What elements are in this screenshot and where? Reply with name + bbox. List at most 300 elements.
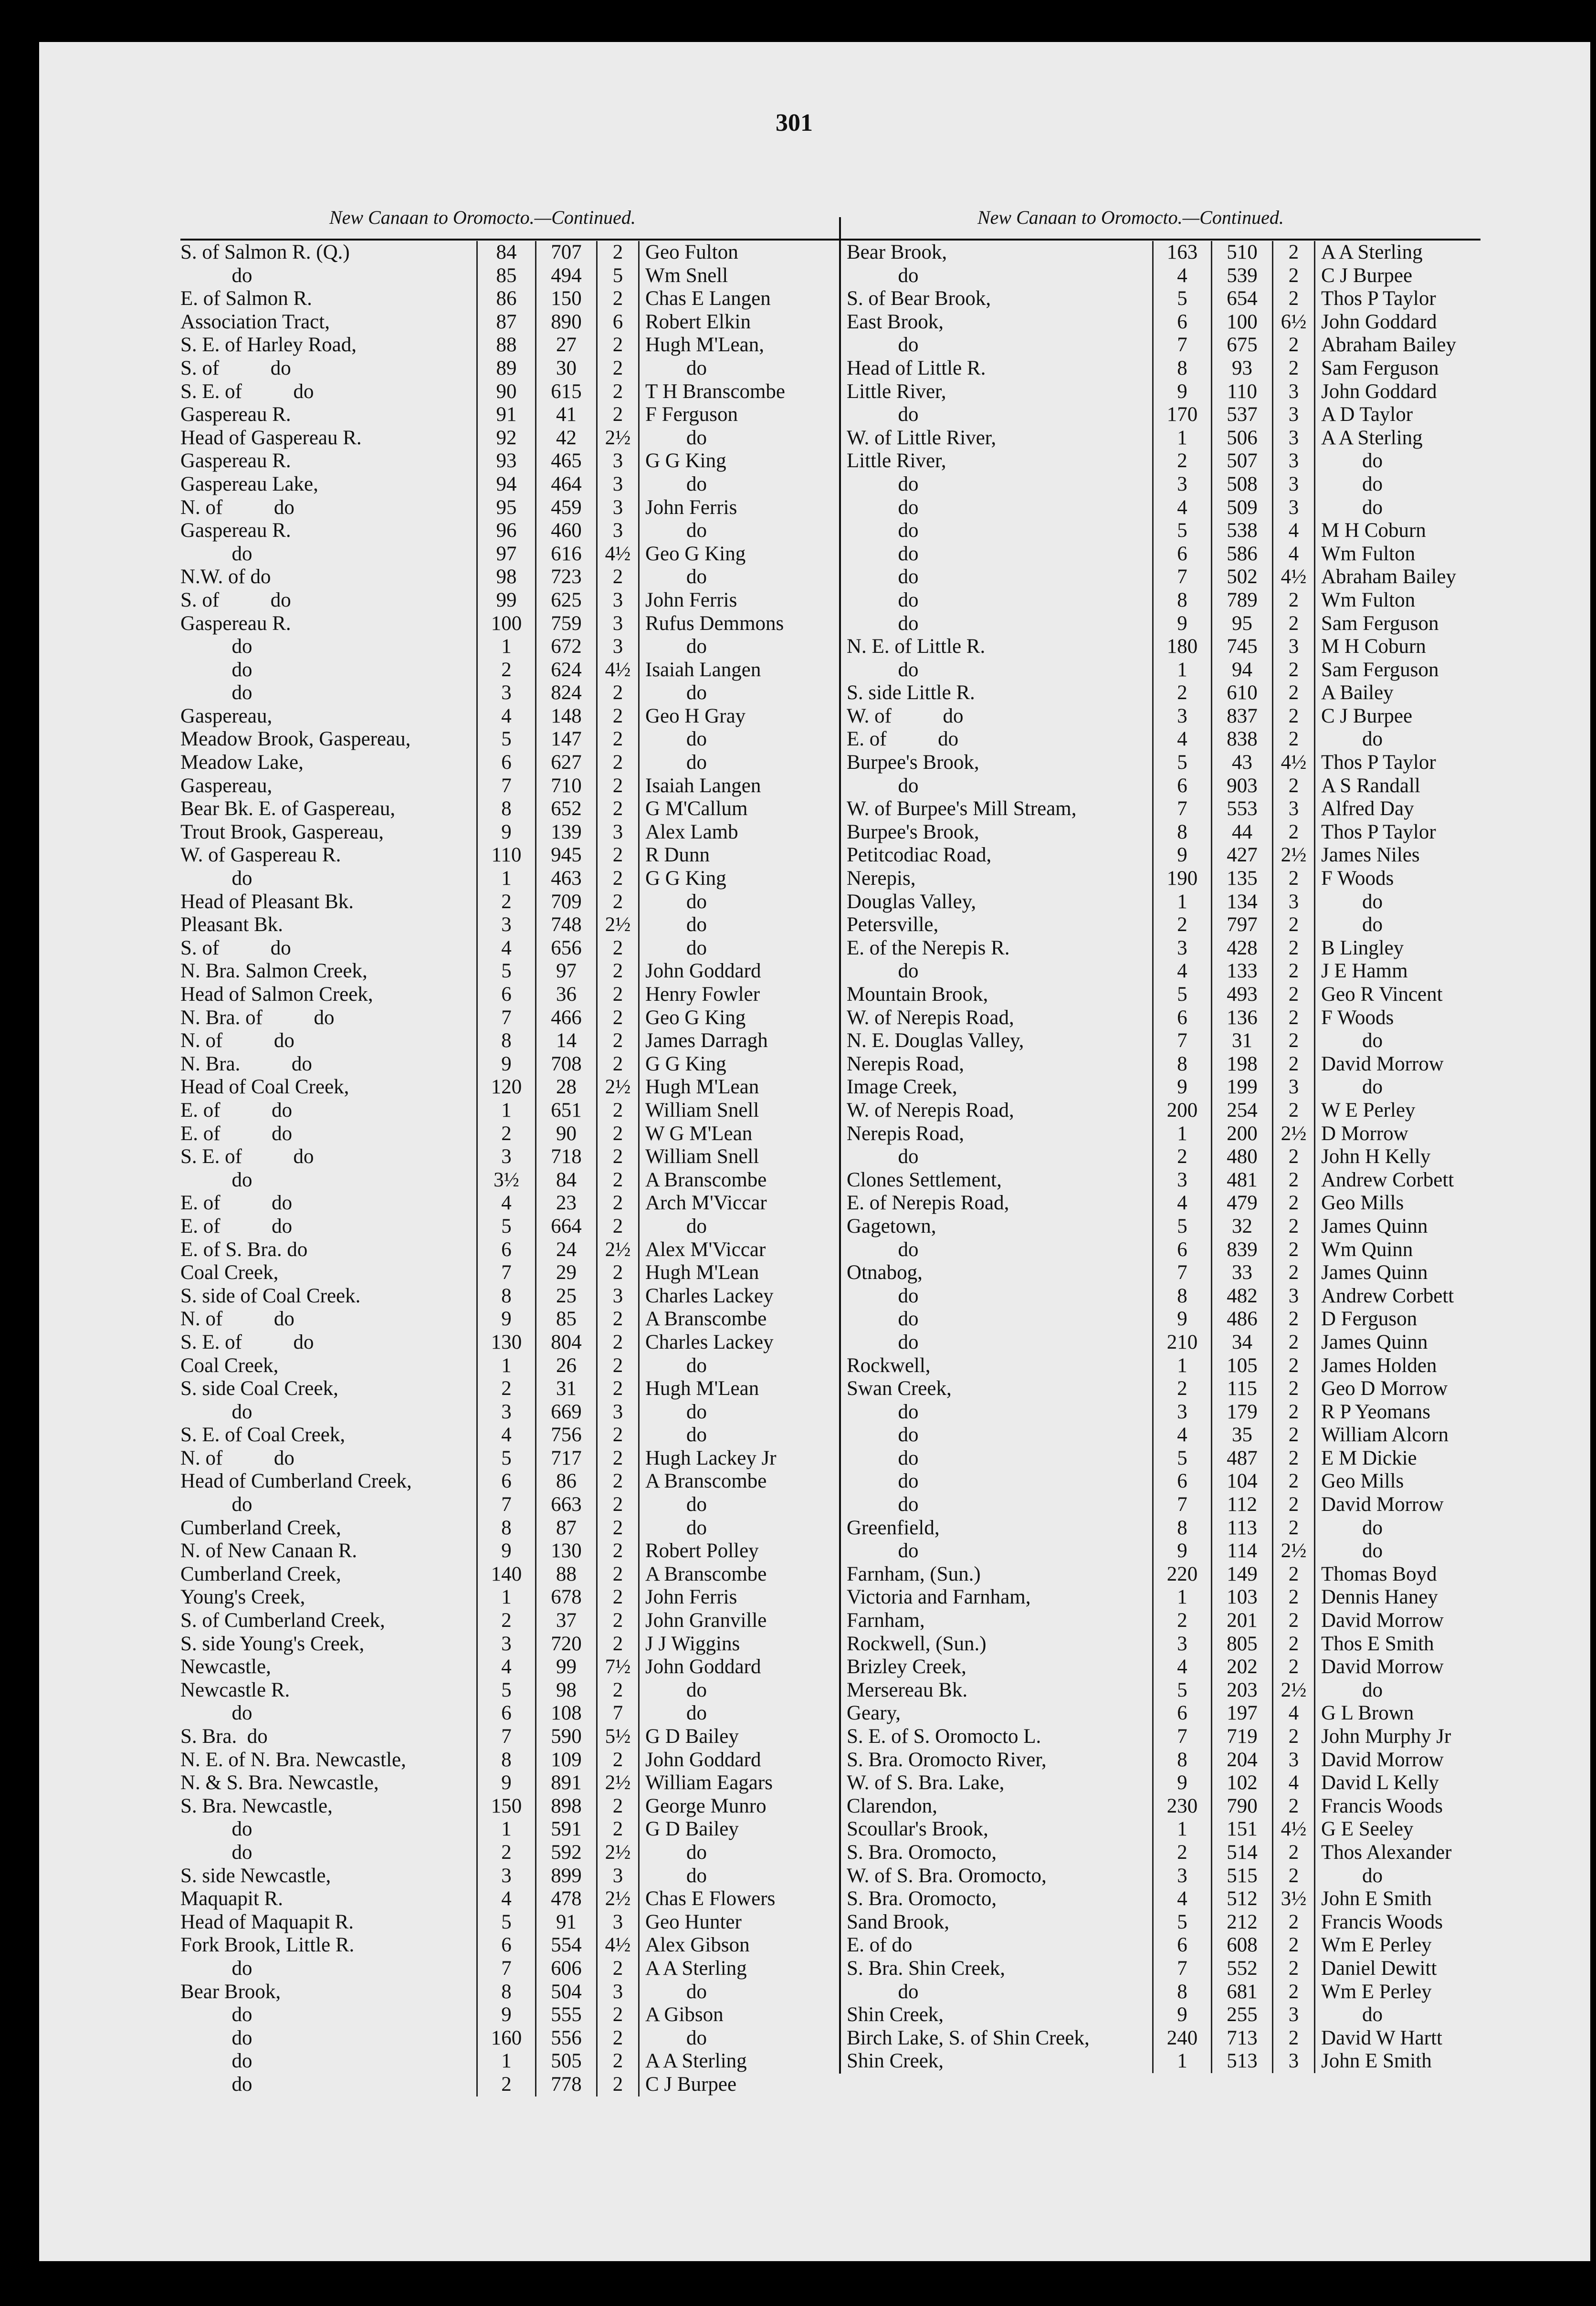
- lot-cell: 43: [1211, 751, 1272, 775]
- range-cell: 8: [476, 1981, 535, 2004]
- right-table-row: [841, 1841, 1488, 1865]
- left-table-row: [180, 1285, 822, 1308]
- grantee-cell: R Dunn: [638, 844, 822, 867]
- acres-cell: 2: [596, 403, 638, 427]
- location-cell: Sand Brook,: [847, 1910, 949, 1933]
- location-cell: Meadow Lake,: [180, 751, 304, 774]
- location-cell: Clones Settlement,: [847, 1168, 1002, 1191]
- location-cell: Nerepis Road,: [847, 1052, 964, 1075]
- grantee-cell: John Murphy Jr: [1314, 1725, 1488, 1749]
- location-cell: N. E. of N. Bra. Newcastle,: [180, 1748, 406, 1771]
- grantee-cell: James Quinn: [1314, 1261, 1488, 1285]
- location-cell: Greenfield,: [847, 1516, 940, 1539]
- location-cell: S. E. of S. Oromocto L.: [847, 1725, 1041, 1748]
- location-cell: S. Bra. Oromocto River,: [847, 1748, 1047, 1771]
- grantee-cell: John Goddard: [638, 960, 822, 983]
- lot-cell: 654: [1211, 287, 1272, 311]
- location-cell: do: [847, 542, 919, 565]
- range-cell: 2: [1152, 681, 1211, 705]
- lot-cell: 586: [1211, 543, 1272, 566]
- right-table-row: [841, 612, 1488, 636]
- location-cell: E. of do: [180, 1192, 293, 1215]
- right-table-row: [841, 1122, 1488, 1146]
- right-table-row: [841, 867, 1488, 891]
- grantee-cell: Andrew Corbett: [1314, 1285, 1488, 1308]
- acres-cell: 3: [596, 1401, 638, 1424]
- location-cell: do: [847, 1284, 919, 1307]
- acres-cell: 6: [596, 311, 638, 334]
- range-cell: 92: [476, 427, 535, 450]
- grantee-cell: Wm Fulton: [1314, 543, 1488, 566]
- right-table-row: [841, 659, 1488, 682]
- lot-cell: 150: [535, 287, 596, 311]
- lot-cell: 29: [535, 1261, 596, 1285]
- lot-cell: 837: [1211, 705, 1272, 728]
- grantee-cell: Sam Ferguson: [1314, 612, 1488, 636]
- location-cell: Association Tract,: [180, 310, 330, 333]
- left-table-row: [180, 450, 822, 473]
- lot-cell: 672: [535, 635, 596, 659]
- location-cell: Pleasant Bk.: [180, 913, 283, 936]
- location-cell: Victoria and Farnham,: [847, 1586, 1031, 1609]
- acres-cell: 2: [596, 1006, 638, 1030]
- lot-cell: 135: [1211, 867, 1272, 891]
- grantee-cell: G E Seeley: [1314, 1818, 1488, 1841]
- lot-cell: 44: [1211, 821, 1272, 844]
- location-cell: N. & S. Bra. Newcastle,: [180, 1771, 379, 1794]
- lot-cell: 890: [535, 311, 596, 334]
- lot-cell: 608: [1211, 1934, 1272, 1957]
- location-cell: do: [847, 1980, 919, 2003]
- right-table-row: [841, 450, 1488, 473]
- range-cell: 8: [1152, 1517, 1211, 1540]
- left-table-row: [180, 1795, 822, 1818]
- grantee-cell: A A Sterling: [1314, 427, 1488, 450]
- range-cell: 2: [1152, 1609, 1211, 1633]
- left-column-heading: New Canaan to Oromocto.—Continued.: [329, 207, 636, 228]
- lot-cell: 91: [535, 1911, 596, 1934]
- left-table-row: [180, 287, 822, 311]
- range-cell: 3½: [476, 1169, 535, 1192]
- left-table-row: [180, 1633, 822, 1656]
- location-cell: S. E. of Harley Road,: [180, 334, 357, 356]
- grantee-cell: David L Kelly: [1314, 1771, 1488, 1795]
- acres-cell: 2: [1272, 1795, 1314, 1818]
- left-table-row: [180, 1308, 822, 1331]
- grantee-cell: Thomas Boyd: [1314, 1563, 1488, 1586]
- right-table-row: [841, 937, 1488, 960]
- range-cell: 3: [476, 1145, 535, 1169]
- lot-cell: 506: [1211, 427, 1272, 450]
- range-cell: 2: [476, 1841, 535, 1865]
- lot-cell: 710: [535, 775, 596, 798]
- grantee-cell: Robert Polley: [638, 1540, 822, 1563]
- acres-cell: 2: [1272, 1493, 1314, 1517]
- grantee-cell: Alfred Day: [1314, 797, 1488, 821]
- location-cell: do: [847, 960, 919, 983]
- location-cell: East Brook,: [847, 310, 944, 333]
- location-cell: Mountain Brook,: [847, 983, 988, 1006]
- range-cell: 9: [476, 1771, 535, 1795]
- left-table-row: [180, 1354, 822, 1378]
- grantee-cell: do: [638, 473, 822, 496]
- grantee-cell: do: [638, 728, 822, 751]
- lot-cell: 197: [1211, 1702, 1272, 1725]
- grantee-cell: David Morrow: [1314, 1749, 1488, 1772]
- acres-cell: 2: [596, 751, 638, 775]
- range-cell: 6: [476, 1702, 535, 1725]
- right-table-row: [841, 1308, 1488, 1331]
- acres-cell: 3: [596, 635, 638, 659]
- left-table-row: [180, 1145, 822, 1169]
- acres-cell: 2: [596, 1517, 638, 1540]
- grantee-cell: Abraham Bailey: [1314, 566, 1488, 589]
- range-cell: 97: [476, 543, 535, 566]
- right-table-row: [841, 380, 1488, 404]
- grantee-cell: M H Coburn: [1314, 519, 1488, 543]
- left-table-row: [180, 1517, 822, 1540]
- lot-cell: 478: [535, 1887, 596, 1911]
- location-cell: Burpee's Brook,: [847, 820, 979, 843]
- range-cell: 6: [1152, 1934, 1211, 1957]
- grantee-cell: John Goddard: [638, 1656, 822, 1679]
- left-table-row: [180, 2003, 822, 2027]
- acres-cell: 2: [1272, 960, 1314, 983]
- range-cell: 7: [1152, 1261, 1211, 1285]
- grantee-cell: William Alcorn: [1314, 1424, 1488, 1447]
- acres-cell: 2: [1272, 821, 1314, 844]
- range-cell: 3: [476, 1633, 535, 1656]
- acres-cell: 3: [596, 1981, 638, 2004]
- acres-cell: 3: [1272, 891, 1314, 914]
- range-cell: 8: [1152, 1053, 1211, 1076]
- location-cell: S. E. of do: [180, 1145, 314, 1168]
- grantee-cell: do: [638, 1493, 822, 1517]
- lot-cell: 130: [535, 1540, 596, 1563]
- left-table-row: [180, 403, 822, 427]
- grantee-cell: A Branscombe: [638, 1169, 822, 1192]
- lot-cell: 839: [1211, 1238, 1272, 1262]
- grantee-cell: Rufus Demmons: [638, 612, 822, 636]
- location-cell: Trout Brook, Gaspereau,: [180, 820, 384, 843]
- lot-cell: 745: [1211, 635, 1272, 659]
- range-cell: 8: [1152, 589, 1211, 612]
- lot-cell: 460: [535, 519, 596, 543]
- location-cell: Mersereau Bk.: [847, 1678, 968, 1701]
- lot-cell: 903: [1211, 775, 1272, 798]
- lot-cell: 556: [535, 2027, 596, 2050]
- location-cell: Nerepis Road,: [847, 1122, 964, 1145]
- acres-cell: 2: [596, 1470, 638, 1493]
- location-cell: E. of do: [847, 1934, 913, 1957]
- left-table-row: [180, 612, 822, 636]
- lot-cell: 35: [1211, 1424, 1272, 1447]
- grantee-cell: Wm Snell: [638, 264, 822, 288]
- range-cell: 130: [476, 1331, 535, 1354]
- location-cell: Douglas Valley,: [847, 890, 976, 913]
- acres-cell: 2: [596, 1377, 638, 1401]
- lot-cell: 465: [535, 450, 596, 473]
- lot-cell: 713: [1211, 2027, 1272, 2050]
- right-table-row: [841, 1679, 1488, 1702]
- grantee-cell: do: [1314, 473, 1488, 496]
- grantee-cell: Dennis Haney: [1314, 1586, 1488, 1609]
- lot-cell: 479: [1211, 1192, 1272, 1215]
- acres-cell: 2: [1272, 612, 1314, 636]
- range-cell: 87: [476, 311, 535, 334]
- grantee-cell: Geo R Vincent: [1314, 983, 1488, 1006]
- grantee-cell: John H Kelly: [1314, 1145, 1488, 1169]
- range-cell: 8: [1152, 1749, 1211, 1772]
- right-table-row: [841, 1076, 1488, 1099]
- grantee-cell: G G King: [638, 1053, 822, 1076]
- location-cell: do: [847, 1331, 919, 1353]
- acres-cell: 2: [1272, 983, 1314, 1006]
- range-cell: 89: [476, 357, 535, 380]
- range-cell: 95: [476, 496, 535, 520]
- grantee-cell: Geo G King: [638, 1006, 822, 1030]
- location-cell: Coal Creek,: [180, 1354, 279, 1377]
- range-cell: 5: [1152, 519, 1211, 543]
- left-table-row: [180, 1215, 822, 1238]
- lot-cell: 254: [1211, 1099, 1272, 1122]
- acres-cell: 3: [1272, 496, 1314, 520]
- acres-cell: 2: [596, 891, 638, 914]
- grantee-cell: John Goddard: [638, 1749, 822, 1772]
- location-cell: do: [847, 1308, 919, 1331]
- range-cell: 3: [1152, 473, 1211, 496]
- range-cell: 7: [476, 775, 535, 798]
- lot-cell: 463: [535, 867, 596, 891]
- acres-cell: 2: [1272, 1354, 1314, 1378]
- lot-cell: 708: [535, 1053, 596, 1076]
- range-cell: 3: [1152, 1169, 1211, 1192]
- range-cell: 9: [1152, 844, 1211, 867]
- grantee-cell: James Quinn: [1314, 1215, 1488, 1238]
- location-cell: E. of do: [847, 728, 959, 751]
- left-table-row: [180, 264, 822, 288]
- grantee-cell: Hugh Lackey Jr: [638, 1447, 822, 1470]
- acres-cell: 4½: [1272, 751, 1314, 775]
- range-cell: 1: [1152, 659, 1211, 682]
- acres-cell: 2: [596, 1053, 638, 1076]
- acres-cell: 3: [1272, 1749, 1314, 1772]
- right-table-row: [841, 1702, 1488, 1725]
- grantee-cell: Wm E Perley: [1314, 1934, 1488, 1957]
- location-cell: Newcastle,: [180, 1656, 271, 1678]
- location-cell: Gaspereau R.: [180, 519, 291, 542]
- location-cell: Head of Salmon Creek,: [180, 983, 373, 1006]
- left-table-row: [180, 891, 822, 914]
- location-cell: W. of do: [847, 704, 964, 727]
- lot-cell: 25: [535, 1285, 596, 1308]
- range-cell: 6: [476, 1238, 535, 1262]
- range-cell: 8: [1152, 1285, 1211, 1308]
- range-cell: 1: [1152, 1354, 1211, 1378]
- range-cell: 2: [1152, 1377, 1211, 1401]
- range-cell: 3: [1152, 1401, 1211, 1424]
- grantee-cell: do: [638, 1354, 822, 1378]
- range-cell: 85: [476, 264, 535, 288]
- right-table-row: [841, 241, 1488, 264]
- acres-cell: 2: [596, 1145, 638, 1169]
- acres-cell: 3: [1272, 1285, 1314, 1308]
- range-cell: 9: [1152, 2003, 1211, 2027]
- grantee-cell: Hugh M'Lean: [638, 1076, 822, 1099]
- lot-cell: 664: [535, 1215, 596, 1238]
- range-cell: 7: [1152, 566, 1211, 589]
- location-cell: do: [847, 496, 919, 519]
- location-cell: do: [180, 1818, 252, 1841]
- left-table-row: [180, 728, 822, 751]
- left-table-row: [180, 1493, 822, 1517]
- left-table-row: [180, 334, 822, 357]
- acres-cell: 2: [596, 380, 638, 404]
- lot-cell: 204: [1211, 1749, 1272, 1772]
- range-cell: 4: [476, 1192, 535, 1215]
- left-table-row: [180, 1563, 822, 1586]
- lot-cell: 652: [535, 797, 596, 821]
- location-cell: do: [180, 264, 252, 287]
- range-cell: 5: [1152, 1447, 1211, 1470]
- grantee-cell: Chas E Flowers: [638, 1887, 822, 1911]
- lot-cell: 616: [535, 543, 596, 566]
- acres-cell: 2: [1272, 1029, 1314, 1053]
- grantee-cell: Sam Ferguson: [1314, 357, 1488, 380]
- range-cell: 5: [1152, 1911, 1211, 1934]
- acres-cell: 2: [596, 1308, 638, 1331]
- right-table-row: [841, 1540, 1488, 1563]
- lot-cell: 84: [535, 1169, 596, 1192]
- acres-cell: 2: [1272, 705, 1314, 728]
- range-cell: 8: [1152, 821, 1211, 844]
- lot-cell: 898: [535, 1795, 596, 1818]
- acres-cell: 2: [596, 797, 638, 821]
- acres-cell: 2: [596, 844, 638, 867]
- grantee-cell: do: [638, 519, 822, 543]
- grantee-cell: do: [638, 1679, 822, 1702]
- range-cell: 190: [1152, 867, 1211, 891]
- left-table-row: [180, 1702, 822, 1725]
- range-cell: 2: [476, 2073, 535, 2096]
- range-cell: 9: [476, 1308, 535, 1331]
- location-cell: do: [180, 1702, 252, 1725]
- left-table-row: [180, 1818, 822, 1841]
- acres-cell: 2: [596, 775, 638, 798]
- left-table-row: [180, 1029, 822, 1053]
- acres-cell: 2: [596, 1354, 638, 1378]
- lot-cell: 797: [1211, 913, 1272, 937]
- range-cell: 4: [1152, 728, 1211, 751]
- acres-cell: 3: [1272, 797, 1314, 821]
- range-cell: 4: [1152, 264, 1211, 288]
- left-table-row: [180, 1377, 822, 1401]
- lot-cell: 99: [535, 1656, 596, 1679]
- grantee-cell: do: [1314, 913, 1488, 937]
- grantee-cell: do: [1314, 450, 1488, 473]
- acres-cell: 2: [1272, 287, 1314, 311]
- acres-cell: 2: [1272, 1377, 1314, 1401]
- range-cell: 91: [476, 403, 535, 427]
- right-column-heading: New Canaan to Oromocto.—Continued.: [977, 207, 1284, 228]
- range-cell: 88: [476, 334, 535, 357]
- range-cell: 1: [476, 1354, 535, 1378]
- range-cell: 1: [1152, 427, 1211, 450]
- right-table-row: [841, 844, 1488, 867]
- grantee-cell: James Niles: [1314, 844, 1488, 867]
- lot-cell: 553: [1211, 797, 1272, 821]
- left-table-row: [180, 1122, 822, 1146]
- right-table-row: [841, 1771, 1488, 1795]
- location-cell: S. side Newcastle,: [180, 1864, 331, 1887]
- lot-cell: 480: [1211, 1145, 1272, 1169]
- lot-cell: 14: [535, 1029, 596, 1053]
- grantee-cell: C J Burpee: [1314, 705, 1488, 728]
- acres-cell: 2: [1272, 1192, 1314, 1215]
- lot-cell: 606: [535, 1957, 596, 1981]
- grantee-cell: Abraham Bailey: [1314, 334, 1488, 357]
- range-cell: 8: [1152, 357, 1211, 380]
- lot-cell: 615: [535, 380, 596, 404]
- location-cell: S. of do: [180, 356, 291, 379]
- location-cell: Coal Creek,: [180, 1261, 279, 1284]
- range-cell: 94: [476, 473, 535, 496]
- grantee-cell: Geo G King: [638, 543, 822, 566]
- right-table-row: [841, 775, 1488, 798]
- location-cell: do: [847, 1238, 919, 1261]
- acres-cell: 2: [1272, 1053, 1314, 1076]
- lot-cell: 427: [1211, 844, 1272, 867]
- location-cell: Rockwell,: [847, 1354, 931, 1377]
- lot-cell: 656: [535, 937, 596, 960]
- lot-cell: 493: [1211, 983, 1272, 1006]
- location-cell: Gaspereau R.: [180, 450, 291, 472]
- lot-cell: 508: [1211, 473, 1272, 496]
- lot-cell: 675: [1211, 334, 1272, 357]
- right-table-row: [841, 1517, 1488, 1540]
- grantee-cell: Wm E Perley: [1314, 1981, 1488, 2004]
- range-cell: 8: [476, 797, 535, 821]
- right-table-row: [841, 705, 1488, 728]
- acres-cell: 3: [1272, 2003, 1314, 2027]
- lot-cell: 200: [1211, 1122, 1272, 1146]
- left-table-row: [180, 1447, 822, 1470]
- range-cell: 1: [476, 1586, 535, 1609]
- grantee-cell: G G King: [638, 450, 822, 473]
- acres-cell: 2: [1272, 1517, 1314, 1540]
- lot-cell: 627: [535, 751, 596, 775]
- location-cell: N. Bra. Salmon Creek,: [180, 960, 368, 983]
- acres-cell: 2½: [596, 1887, 638, 1911]
- grantee-cell: do: [638, 751, 822, 775]
- range-cell: 4: [1152, 1424, 1211, 1447]
- grantee-cell: James Holden: [1314, 1354, 1488, 1378]
- left-table-row: [180, 2073, 822, 2096]
- range-cell: 9: [476, 1540, 535, 1563]
- acres-cell: 2: [596, 1957, 638, 1981]
- right-table-row: [841, 264, 1488, 288]
- acres-cell: 2: [596, 728, 638, 751]
- grantee-cell: Robert Elkin: [638, 311, 822, 334]
- location-cell: do: [180, 542, 252, 565]
- location-cell: Gaspereau R.: [180, 612, 291, 635]
- grantee-cell: John Goddard: [1314, 380, 1488, 404]
- grantee-cell: John Ferris: [638, 589, 822, 612]
- range-cell: 1: [476, 2050, 535, 2073]
- location-cell: do: [180, 635, 252, 658]
- grantee-cell: do: [638, 1702, 822, 1725]
- location-cell: E. of do: [180, 1215, 293, 1237]
